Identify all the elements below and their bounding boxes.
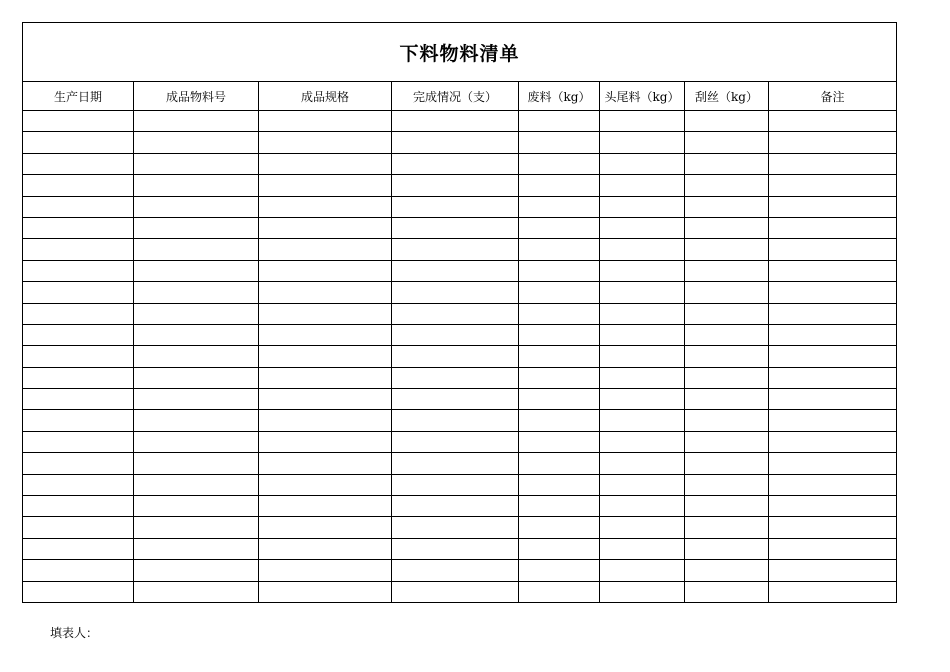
table-cell[interactable] <box>769 196 897 217</box>
table-cell[interactable] <box>259 410 392 431</box>
col-header-scrap: 废料（kg） <box>519 82 600 111</box>
table-cell[interactable] <box>392 367 519 388</box>
table-cell[interactable] <box>600 239 685 260</box>
table-cell[interactable] <box>134 260 259 281</box>
table-row <box>23 410 897 431</box>
table-cell[interactable] <box>134 538 259 559</box>
table-row <box>23 560 897 581</box>
material-list-table <box>22 22 897 603</box>
table-cell[interactable] <box>519 410 600 431</box>
table-cell[interactable] <box>769 410 897 431</box>
table-cell[interactable] <box>685 389 769 410</box>
table-cell[interactable] <box>23 196 134 217</box>
table-cell[interactable] <box>769 111 897 132</box>
table-cell[interactable] <box>23 581 134 602</box>
table-cell[interactable] <box>600 282 685 303</box>
table-cell[interactable] <box>600 346 685 367</box>
table-cell[interactable] <box>685 453 769 474</box>
table-cell[interactable] <box>134 367 259 388</box>
table-row <box>23 453 897 474</box>
table-row <box>23 538 897 559</box>
table-cell[interactable] <box>519 175 600 196</box>
table-cell[interactable] <box>600 560 685 581</box>
table-cell[interactable] <box>519 453 600 474</box>
table-cell[interactable] <box>685 496 769 517</box>
col-header-product-material-no: 成品物料号 <box>134 82 259 111</box>
table-cell[interactable] <box>769 132 897 153</box>
table-cell[interactable] <box>519 431 600 452</box>
table-cell[interactable] <box>685 538 769 559</box>
table-cell[interactable] <box>392 239 519 260</box>
table-cell[interactable] <box>519 389 600 410</box>
table-row <box>23 282 897 303</box>
table-cell[interactable] <box>685 196 769 217</box>
table-cell[interactable] <box>685 474 769 495</box>
table-cell[interactable] <box>259 453 392 474</box>
col-header-shavings: 刮丝（kg） <box>685 82 769 111</box>
table-cell[interactable] <box>600 581 685 602</box>
table-cell[interactable] <box>259 132 392 153</box>
table-cell[interactable] <box>134 196 259 217</box>
table-cell[interactable] <box>519 517 600 538</box>
table-cell[interactable] <box>259 239 392 260</box>
table-cell[interactable] <box>134 346 259 367</box>
table-cell[interactable] <box>392 453 519 474</box>
table-cell[interactable] <box>392 474 519 495</box>
table-cell[interactable] <box>392 581 519 602</box>
table-cell[interactable] <box>259 196 392 217</box>
table-cell[interactable] <box>392 196 519 217</box>
table-row <box>23 389 897 410</box>
table-cell[interactable] <box>259 324 392 345</box>
table-cell[interactable] <box>685 260 769 281</box>
table-cell[interactable] <box>769 538 897 559</box>
table-cell[interactable] <box>259 260 392 281</box>
table-cell[interactable] <box>769 346 897 367</box>
table-cell[interactable] <box>259 217 392 238</box>
table-cell[interactable] <box>600 496 685 517</box>
table-row <box>23 367 897 388</box>
table-row <box>23 517 897 538</box>
table-cell[interactable] <box>600 217 685 238</box>
table-cell[interactable] <box>392 496 519 517</box>
table-row <box>23 111 897 132</box>
table-cell[interactable] <box>769 517 897 538</box>
table-row <box>23 175 897 196</box>
table-row <box>23 324 897 345</box>
table-cell[interactable] <box>519 581 600 602</box>
table-cell[interactable] <box>23 132 134 153</box>
table-cell[interactable] <box>134 410 259 431</box>
table-cell[interactable] <box>600 367 685 388</box>
table-cell[interactable] <box>23 260 134 281</box>
table-cell[interactable] <box>685 367 769 388</box>
table-cell[interactable] <box>519 282 600 303</box>
table-row <box>23 496 897 517</box>
table-row <box>23 196 897 217</box>
table-cell[interactable] <box>769 560 897 581</box>
table-cell[interactable] <box>392 217 519 238</box>
col-header-production-date: 生产日期 <box>23 82 134 111</box>
table-cell[interactable] <box>134 132 259 153</box>
table-cell[interactable] <box>519 260 600 281</box>
table-cell[interactable] <box>769 303 897 324</box>
table-cell[interactable] <box>23 346 134 367</box>
table-cell[interactable] <box>685 560 769 581</box>
document-title: 下料物料清单 <box>23 23 897 82</box>
table-cell[interactable] <box>392 517 519 538</box>
table-cell[interactable] <box>259 517 392 538</box>
table-cell[interactable] <box>769 431 897 452</box>
table-cell[interactable] <box>685 132 769 153</box>
table-cell[interactable] <box>685 282 769 303</box>
table-cell[interactable] <box>600 410 685 431</box>
col-header-completion: 完成情况（支） <box>392 82 519 111</box>
table-row <box>23 153 897 174</box>
table-cell[interactable] <box>769 581 897 602</box>
table-cell[interactable] <box>392 560 519 581</box>
table-cell[interactable] <box>519 560 600 581</box>
table-cell[interactable] <box>519 239 600 260</box>
table-cell[interactable] <box>685 517 769 538</box>
table-cell[interactable] <box>23 453 134 474</box>
table-cell[interactable] <box>392 282 519 303</box>
table-cell[interactable] <box>134 153 259 174</box>
table-cell[interactable] <box>392 389 519 410</box>
table-cell[interactable] <box>600 303 685 324</box>
table-cell[interactable] <box>600 111 685 132</box>
table-cell[interactable] <box>685 111 769 132</box>
col-header-end-material: 头尾料（kg） <box>600 82 685 111</box>
table-row <box>23 431 897 452</box>
table-cell[interactable] <box>134 431 259 452</box>
table-cell[interactable] <box>600 196 685 217</box>
table-cell[interactable] <box>259 581 392 602</box>
table-cell[interactable] <box>769 324 897 345</box>
table-cell[interactable] <box>23 410 134 431</box>
table-cell[interactable] <box>134 581 259 602</box>
table-cell[interactable] <box>769 389 897 410</box>
table-cell[interactable] <box>519 367 600 388</box>
table-cell[interactable] <box>685 431 769 452</box>
table-row <box>23 239 897 260</box>
table-cell[interactable] <box>23 153 134 174</box>
table-row <box>23 346 897 367</box>
table-cell[interactable] <box>769 496 897 517</box>
table-cell[interactable] <box>685 175 769 196</box>
table-cell[interactable] <box>685 346 769 367</box>
table-cell[interactable] <box>259 389 392 410</box>
table-cell[interactable] <box>519 346 600 367</box>
table-cell[interactable] <box>134 517 259 538</box>
table-cell[interactable] <box>23 324 134 345</box>
table-cell[interactable] <box>519 303 600 324</box>
table-cell[interactable] <box>392 153 519 174</box>
table-cell[interactable] <box>685 581 769 602</box>
table-cell[interactable] <box>769 474 897 495</box>
table-cell[interactable] <box>519 324 600 345</box>
table-cell[interactable] <box>259 431 392 452</box>
table-cell[interactable] <box>134 496 259 517</box>
table-cell[interactable] <box>23 282 134 303</box>
table-cell[interactable] <box>134 560 259 581</box>
table-cell[interactable] <box>134 217 259 238</box>
table-cell[interactable] <box>600 175 685 196</box>
table-cell[interactable] <box>769 175 897 196</box>
table-cell[interactable] <box>134 389 259 410</box>
table-cell[interactable] <box>259 111 392 132</box>
table-cell[interactable] <box>519 217 600 238</box>
table-cell[interactable] <box>392 324 519 345</box>
table-cell[interactable] <box>600 389 685 410</box>
table-row <box>23 581 897 602</box>
table-cell[interactable] <box>259 367 392 388</box>
table-cell[interactable] <box>392 303 519 324</box>
table-cell[interactable] <box>685 303 769 324</box>
table-cell[interactable] <box>769 239 897 260</box>
header-row <box>23 82 897 111</box>
table-cell[interactable] <box>769 217 897 238</box>
table-cell[interactable] <box>23 538 134 559</box>
table-cell[interactable] <box>23 239 134 260</box>
table-cell[interactable] <box>134 303 259 324</box>
table-cell[interactable] <box>769 260 897 281</box>
table-cell[interactable] <box>600 453 685 474</box>
table-cell[interactable] <box>769 367 897 388</box>
table-cell[interactable] <box>519 196 600 217</box>
table-cell[interactable] <box>769 453 897 474</box>
table-cell[interactable] <box>134 239 259 260</box>
col-header-product-spec: 成品规格 <box>259 82 392 111</box>
table-cell[interactable] <box>259 282 392 303</box>
table-cell[interactable] <box>259 346 392 367</box>
table-cell[interactable] <box>392 346 519 367</box>
table-cell[interactable] <box>259 538 392 559</box>
table-cell[interactable] <box>259 153 392 174</box>
table-cell[interactable] <box>600 132 685 153</box>
table-cell[interactable] <box>392 111 519 132</box>
table-cell[interactable] <box>769 282 897 303</box>
table-cell[interactable] <box>600 474 685 495</box>
table-row <box>23 217 897 238</box>
table-row <box>23 303 897 324</box>
table-cell[interactable] <box>519 111 600 132</box>
table-row <box>23 260 897 281</box>
table-cell[interactable] <box>259 474 392 495</box>
table-cell[interactable] <box>259 496 392 517</box>
table-cell[interactable] <box>392 431 519 452</box>
table-cell[interactable] <box>134 175 259 196</box>
table-cell[interactable] <box>685 410 769 431</box>
table-cell[interactable] <box>23 367 134 388</box>
table-cell[interactable] <box>519 538 600 559</box>
table-cell[interactable] <box>519 496 600 517</box>
table-cell[interactable] <box>23 389 134 410</box>
filler-label: 填表人： <box>50 626 99 640</box>
table-cell[interactable] <box>134 453 259 474</box>
table-cell[interactable] <box>392 132 519 153</box>
table-cell[interactable] <box>600 153 685 174</box>
table-cell[interactable] <box>259 175 392 196</box>
table-cell[interactable] <box>392 410 519 431</box>
table-cell[interactable] <box>600 517 685 538</box>
table-cell[interactable] <box>23 517 134 538</box>
table-cell[interactable] <box>769 153 897 174</box>
table-cell[interactable] <box>134 474 259 495</box>
table-cell[interactable] <box>259 560 392 581</box>
table-cell[interactable] <box>685 217 769 238</box>
table-cell[interactable] <box>23 111 134 132</box>
table-cell[interactable] <box>600 431 685 452</box>
table-row <box>23 132 897 153</box>
table-cell[interactable] <box>519 153 600 174</box>
table-cell[interactable] <box>23 175 134 196</box>
table-cell[interactable] <box>685 153 769 174</box>
table-cell[interactable] <box>392 538 519 559</box>
table-row <box>23 474 897 495</box>
table-cell[interactable] <box>600 260 685 281</box>
table-cell[interactable] <box>23 560 134 581</box>
table-cell[interactable] <box>23 217 134 238</box>
table-cell[interactable] <box>392 175 519 196</box>
table-cell[interactable] <box>519 132 600 153</box>
table-cell[interactable] <box>23 303 134 324</box>
table-cell[interactable] <box>519 474 600 495</box>
table-cell[interactable] <box>134 324 259 345</box>
table-cell[interactable] <box>23 474 134 495</box>
table-cell[interactable] <box>685 324 769 345</box>
table-cell[interactable] <box>134 111 259 132</box>
table-cell[interactable] <box>23 431 134 452</box>
table-cell[interactable] <box>134 282 259 303</box>
table-cell[interactable] <box>392 260 519 281</box>
table-cell[interactable] <box>259 303 392 324</box>
table-cell[interactable] <box>600 324 685 345</box>
table-body <box>23 111 897 603</box>
table-cell[interactable] <box>23 496 134 517</box>
table-cell[interactable] <box>600 538 685 559</box>
col-header-remarks: 备注 <box>769 82 897 111</box>
table-cell[interactable] <box>685 239 769 260</box>
